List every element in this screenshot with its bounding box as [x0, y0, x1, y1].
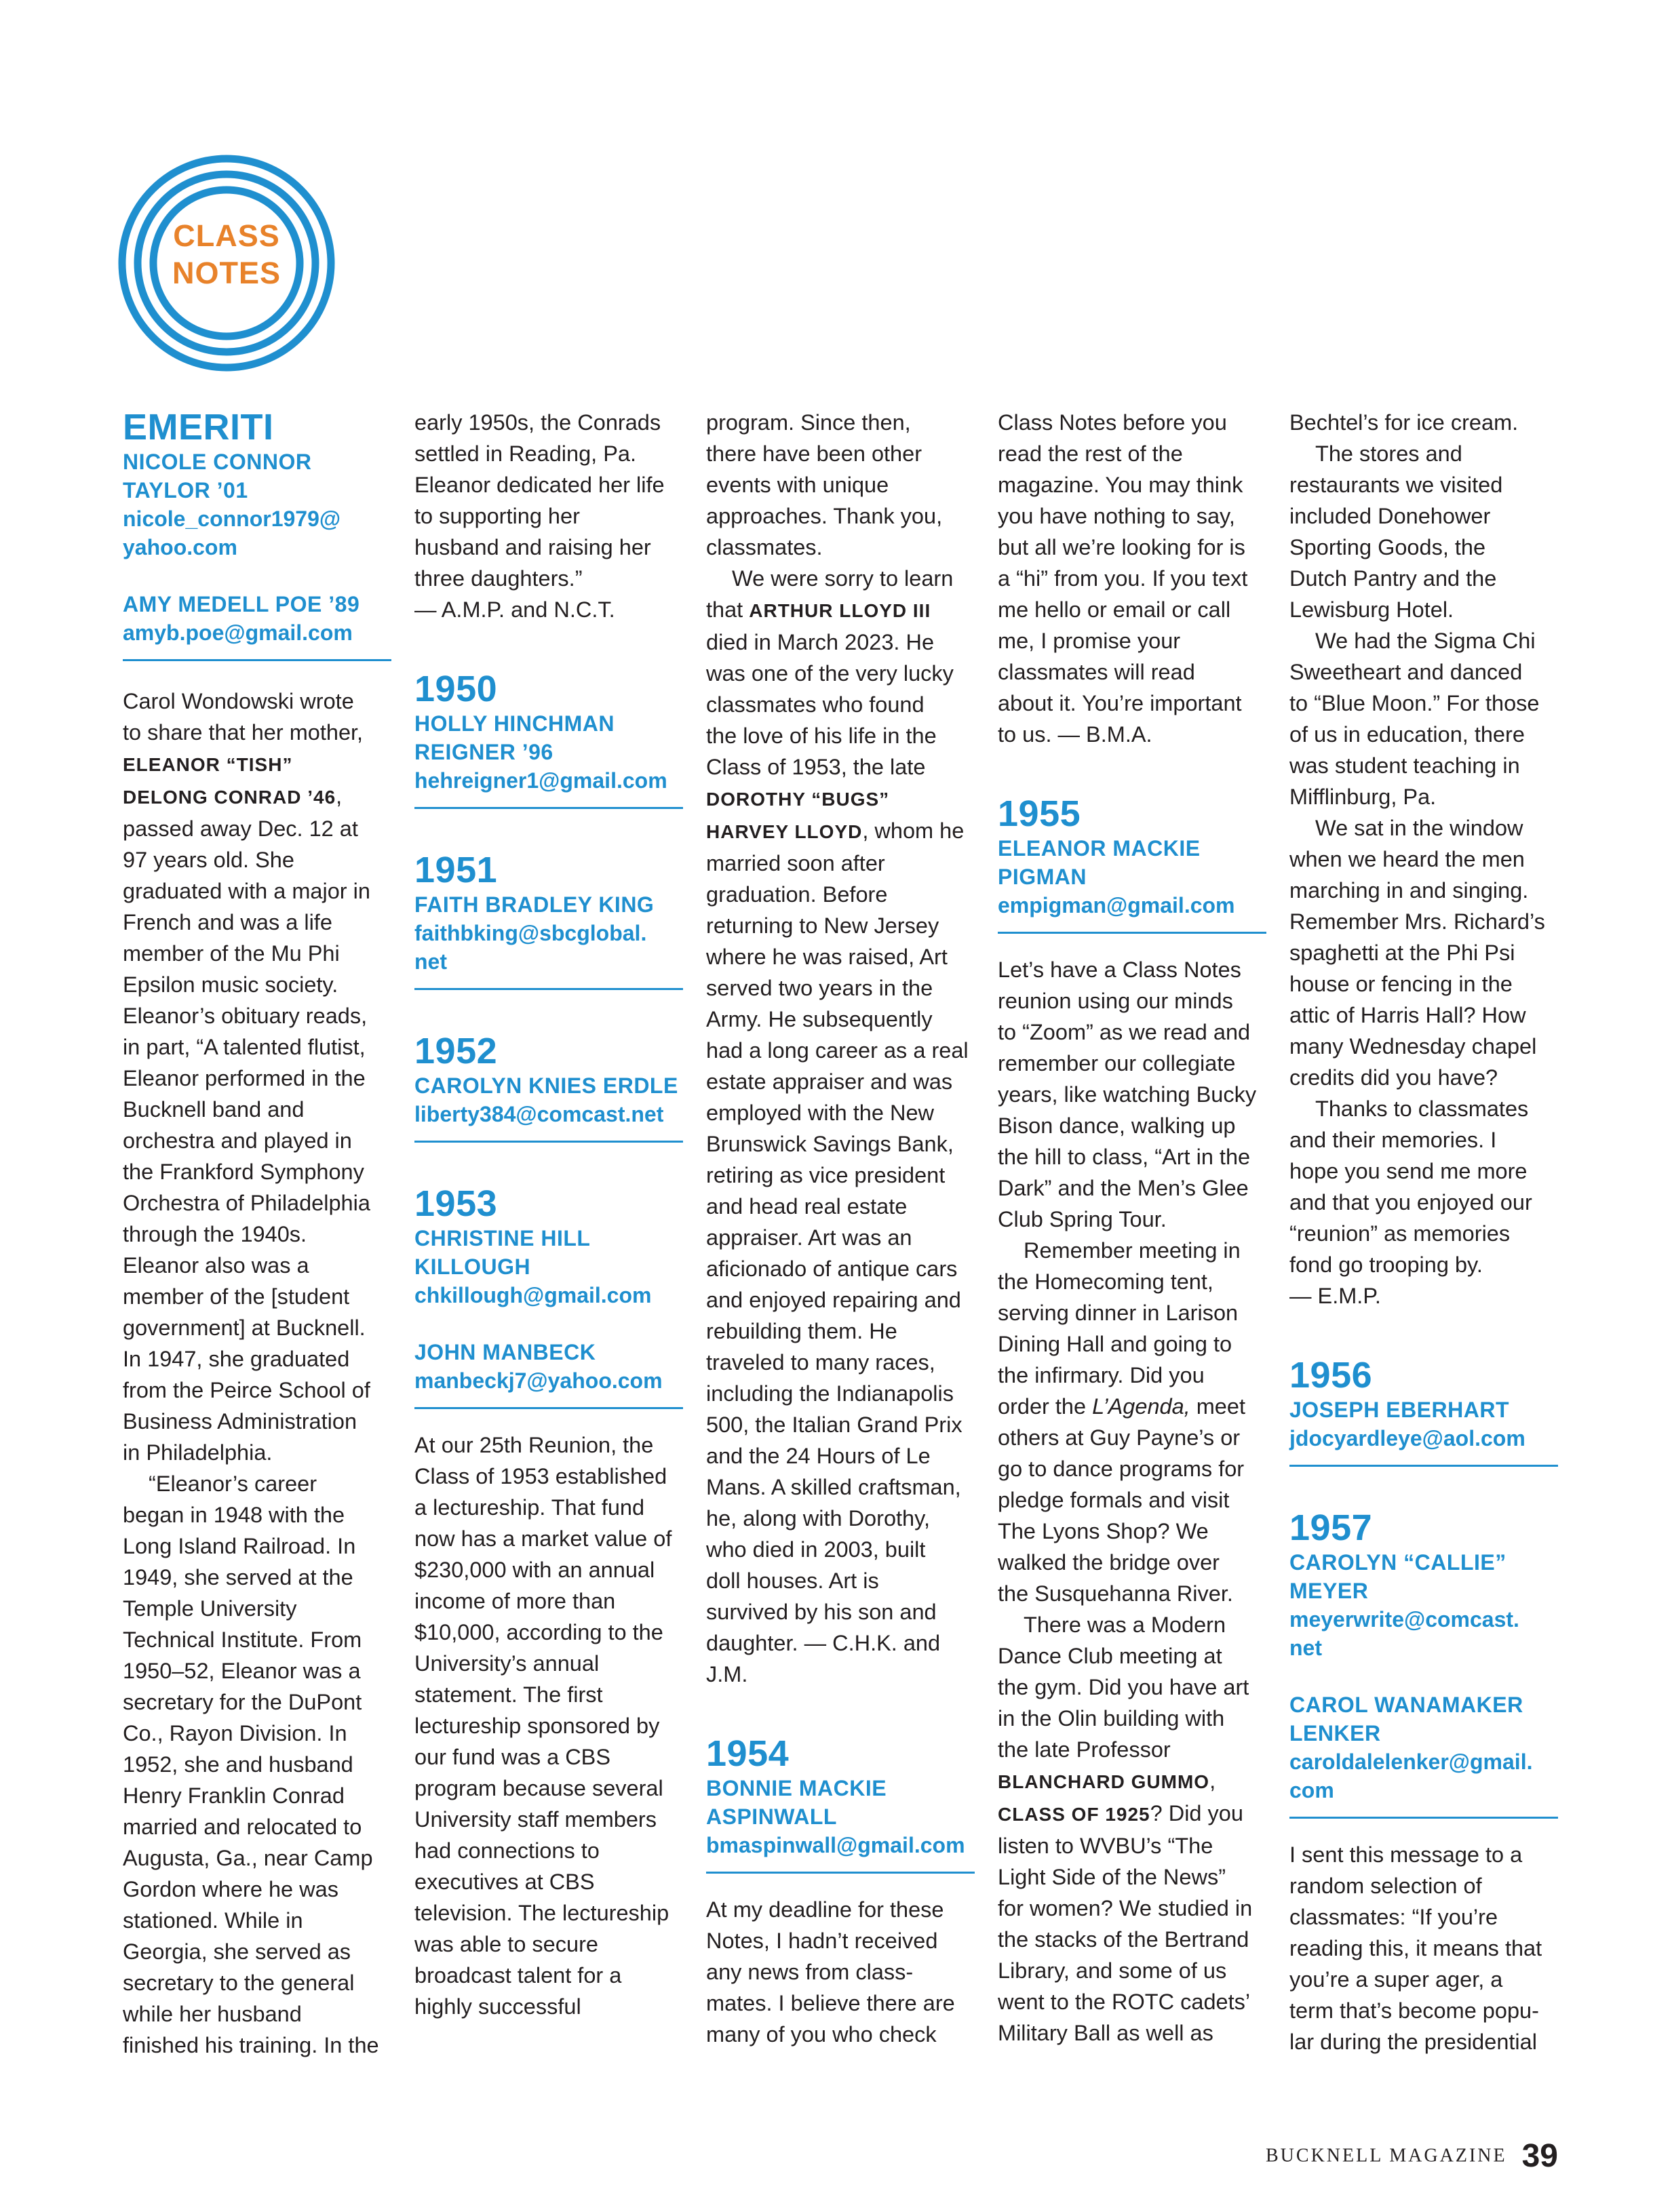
contact-name: BONNIE MACKIE [706, 1776, 887, 1800]
contact-name: TAYLOR ’01 [123, 478, 248, 502]
body-line: three daughters.” [414, 566, 583, 591]
contact-email[interactable]: faithbking@sbcglobal. [414, 921, 647, 945]
year-heading-1957: 1957 [1289, 1507, 1373, 1548]
contact-email[interactable]: meyerwrite@comcast. [1289, 1607, 1519, 1632]
contact-email[interactable]: liberty384@comcast.net [414, 1102, 664, 1126]
body-line: he, along with Dorothy, [706, 1506, 930, 1530]
body-line: government] at Bucknell. [123, 1316, 366, 1340]
body-line: began in 1948 with the [123, 1503, 345, 1527]
body-line: restaurants we visited [1289, 473, 1503, 497]
body-line: about it. You’re important [998, 691, 1242, 715]
body-line: rebuilding them. He [706, 1319, 897, 1343]
body-line: spaghetti at the Phi Psi [1289, 941, 1515, 965]
body-line: We were sorry to learn [732, 566, 954, 591]
body-line: “Eleanor’s career [149, 1472, 317, 1496]
body-line: our fund was a CBS [414, 1745, 611, 1769]
body-line: in part, “A talented flutist, [123, 1035, 366, 1059]
contact-email[interactable]: jdocyardleye@aol.com [1289, 1426, 1525, 1450]
body-line: broadcast talent for a [414, 1963, 622, 1988]
body-line: In 1947, she graduated [123, 1347, 350, 1371]
body-line: included Donehower [1289, 504, 1491, 528]
body-line: reunion using our minds [998, 989, 1233, 1013]
body-line: $230,000 with an annual [414, 1558, 655, 1582]
body-line: Military Ball as well as [998, 2021, 1213, 2045]
body-line: 97 years old. She [123, 848, 294, 872]
contact-name: PIGMAN [998, 865, 1087, 889]
body-line: statement. The first [414, 1682, 603, 1707]
body-line: Eleanor’s obituary reads, [123, 1004, 368, 1028]
body-line: daughter. — C.H.K. and [706, 1631, 941, 1655]
body-line [706, 783, 975, 815]
contact-email[interactable]: bmaspinwall@gmail.com [706, 1833, 965, 1857]
body-line: hope you send me more [1289, 1159, 1528, 1183]
body-line: I sent this message to a [1289, 1842, 1523, 1867]
body-line: random selection of [1289, 1874, 1482, 1898]
section-heading-emeriti: EMERITI [123, 407, 274, 448]
body-line: for women? We studied in [998, 1896, 1253, 1920]
body-line: We sat in the window [1315, 816, 1523, 840]
contact-email[interactable]: amyb.poe@gmail.com [123, 620, 353, 645]
person-name: ARTHUR LLOYD III [749, 600, 931, 621]
body-line: graduation. Before [706, 882, 888, 907]
body-line: died in March 2023. He [706, 630, 935, 654]
contact-name: AMY MEDELL POE ’89 [123, 592, 360, 616]
body-line: Remember Mrs. Richard’s [1289, 909, 1545, 934]
contact-name: ELEANOR MACKIE [998, 836, 1201, 861]
body-line: the Homecoming tent, [998, 1269, 1213, 1294]
body-line: the stacks of the Bertrand [998, 1927, 1249, 1952]
body-line: doll houses. Art is [706, 1568, 879, 1593]
contact-email[interactable]: com [1289, 1778, 1334, 1802]
body-line: listen to WVBU’s “The [998, 1834, 1213, 1858]
body-line: went to the ROTC cadets’ [998, 1990, 1251, 2014]
contact-email[interactable]: empigman@gmail.com [998, 893, 1235, 917]
body-line: Georgia, she served as [123, 1939, 351, 1964]
body-line: Light Side of the News” [998, 1865, 1226, 1889]
body-line: retiring as vice president [706, 1163, 946, 1187]
body-line: stationed. While in [123, 1908, 303, 1933]
body-line: the Susquehanna River. [998, 1581, 1233, 1606]
body-line: attic of Harris Hall? How [1289, 1003, 1526, 1027]
body-line: read the rest of the [998, 441, 1183, 466]
body-line: that ARTHUR LLOYD III [706, 597, 931, 622]
body-line: employed with the New [706, 1101, 934, 1125]
body-line: Thanks to classmates [1315, 1097, 1529, 1121]
body-line: classmates: “If you’re [1289, 1905, 1498, 1929]
body-line: term that’s become popu- [1289, 1998, 1539, 2023]
body-line: Orchestra of Philadelphia [123, 1191, 370, 1215]
body-line: Gordon where he was [123, 1877, 338, 1901]
year-heading-1955: 1955 [998, 793, 1081, 834]
body-line: the late Professor [998, 1737, 1171, 1762]
body-line: member of the [student [123, 1284, 350, 1309]
body-line: order the L’Agenda, meet [998, 1394, 1245, 1419]
logo-line-1: CLASS [173, 218, 280, 253]
body-line: CLASS OF 1925? Did you [998, 1801, 1243, 1825]
body-line: the infirmary. Did you [998, 1363, 1205, 1387]
contact-name: REIGNER ’96 [414, 740, 553, 764]
body-line: there have been other [706, 441, 922, 466]
body-line: Dance Club meeting at [998, 1644, 1222, 1668]
person-name: BLANCHARD GUMMO [998, 1771, 1210, 1792]
body-line: you’re a super ager, a [1289, 1967, 1503, 1992]
body-line: walked the bridge over [998, 1550, 1220, 1575]
body-line: the love of his life in the [706, 724, 937, 748]
body-line: reading this, it means that [1289, 1936, 1542, 1960]
body-line: but all we’re looking for is [998, 535, 1245, 559]
page-number: 39 [1521, 2138, 1558, 2174]
body-line: to us. — B.M.A. [998, 722, 1152, 747]
year-heading-1952: 1952 [414, 1031, 498, 1071]
body-line: Let’s have a Class Notes [998, 957, 1241, 982]
contact-email[interactable]: net [1289, 1636, 1322, 1660]
body-line: Sporting Goods, the [1289, 535, 1486, 559]
body-line: was one of the very lucky [706, 661, 954, 686]
body-line: magazine. You may think [998, 473, 1243, 497]
body-line: a lectureship. That fund [414, 1495, 645, 1520]
body-line: the gym. Did you have art [998, 1675, 1249, 1699]
body-line: to supporting her [414, 504, 580, 528]
body-line: 500, the Italian Grand Prix [706, 1413, 962, 1437]
body-line: Co., Rayon Division. In [123, 1721, 347, 1745]
body-line: through the 1940s. [123, 1222, 307, 1246]
body-line: Army. He subsequently [706, 1007, 933, 1031]
body-line: Temple University [123, 1596, 297, 1621]
body-line: to share that her mother, [123, 720, 364, 745]
body-line: remember our collegiate [998, 1051, 1236, 1075]
contact-name: CAROLYN KNIES ERDLE [414, 1073, 678, 1098]
body-line: events with unique [706, 473, 889, 497]
body-line: Bechtel’s for ice cream. [1289, 410, 1519, 435]
body-line: many of you who check [706, 2022, 937, 2047]
body-line: Mifflinburg, Pa. [1289, 785, 1437, 809]
body-line: and that you enjoyed our [1289, 1190, 1532, 1214]
contact-name: LENKER [1289, 1721, 1381, 1745]
body-line: of us in education, there [1289, 722, 1525, 747]
body-line: the hill to class, “Art in the [998, 1145, 1251, 1169]
body-line: Henry Franklin Conrad [123, 1783, 345, 1808]
body-line: Augusta, Ga., near Camp [123, 1846, 373, 1870]
body-line: many Wednesday chapel [1289, 1034, 1537, 1059]
column-1 [123, 407, 391, 2061]
body-line: me hello or email or call [998, 597, 1231, 622]
contact-email[interactable]: manbeckj7@yahoo.com [414, 1368, 663, 1393]
publication-title: L’Agenda, [1092, 1394, 1190, 1419]
body-line: was student teaching in [1289, 753, 1520, 778]
page-footer [1266, 2137, 1558, 2175]
body-line: pledge formals and visit [998, 1488, 1230, 1512]
body-line: approaches. Thank you, [706, 504, 943, 528]
body-line: We had the Sigma Chi [1315, 629, 1536, 653]
contact-name: CAROLYN “CALLIE” [1289, 1550, 1506, 1575]
body-line: Class Notes before you [998, 410, 1227, 435]
contact-email[interactable]: nicole_connor1979@ [123, 507, 341, 531]
contact-email[interactable]: hehreigner1@gmail.com [414, 768, 667, 793]
contact-name: JOSEPH EBERHART [1289, 1398, 1509, 1422]
body-line: J.M. [706, 1662, 748, 1686]
body-line: married soon after [706, 851, 885, 875]
body-line: secretary for the DuPont [123, 1690, 362, 1714]
body-line: estate appraiser and was [706, 1069, 953, 1094]
column-4 [998, 407, 1266, 2049]
body-line: serving dinner in Larison [998, 1301, 1239, 1325]
body-line: Business Administration [123, 1409, 357, 1434]
body-line: Technical Institute. From [123, 1627, 362, 1652]
body-line: Remember meeting in [1024, 1238, 1241, 1263]
body-line: BLANCHARD GUMMO, [998, 1769, 1216, 1793]
body-line: graduated with a major in [123, 879, 370, 903]
body-line: At my deadline for these [706, 1897, 944, 1922]
body-line: Eleanor performed in the [123, 1066, 366, 1090]
body-line: appraiser. Art was an [706, 1225, 912, 1250]
body-line: income of more than [414, 1589, 616, 1613]
year-heading-1951: 1951 [414, 850, 498, 890]
contact-email[interactable]: caroldalelenker@gmail. [1289, 1750, 1533, 1774]
body-line: Eleanor dedicated her life [414, 473, 665, 497]
contact-name: NICOLE CONNOR [123, 450, 312, 474]
body-line: television. The lectureship [414, 1901, 669, 1925]
body-line: including the Indianapolis [706, 1381, 954, 1406]
body-line: and the 24 Hours of Le [706, 1444, 931, 1468]
body-line: where he was raised, Art [706, 945, 948, 969]
body-line: highly successful [414, 1994, 581, 2019]
body-line: served two years in the [706, 976, 933, 1000]
body-line: lectureship sponsored by [414, 1714, 660, 1738]
body-line: Long Island Railroad. In [123, 1534, 356, 1558]
contact-name: CAROL WANAMAKER [1289, 1693, 1523, 1717]
body-line: Epsilon music society. [123, 972, 338, 997]
body-line: Carol Wondowski wrote [123, 689, 354, 713]
body-line: was able to secure [414, 1932, 598, 1956]
body-line: mates. I believe there are [706, 1991, 955, 2015]
contact-name: ASPINWALL [706, 1804, 837, 1829]
body-line: now has a market value of [414, 1526, 672, 1551]
contact-name: FAITH BRADLEY KING [414, 892, 655, 917]
person-name: DELONG CONRAD ’46 [123, 787, 336, 808]
contact-email[interactable]: chkillough@gmail.com [414, 1283, 652, 1307]
body-line: member of the Mu Phi [123, 941, 340, 966]
body-line: HARVEY LLOYD, whom he [706, 818, 965, 843]
body-line: French and was a life [123, 910, 332, 934]
body-line: classmates will read [998, 660, 1195, 684]
body-line: Lewisburg Hotel. [1289, 597, 1454, 622]
body-line: aficionado of antique cars [706, 1257, 958, 1281]
person-name: HARVEY LLOYD [706, 821, 863, 842]
body-line: orchestra and played in [123, 1128, 352, 1153]
body-line: classmates. [706, 535, 823, 559]
body-line: married and relocated to [123, 1815, 362, 1839]
body-line: Notes, I hadn’t received [706, 1929, 938, 1953]
contact-email[interactable]: net [414, 949, 447, 974]
body-line: others at Guy Payne’s or [998, 1425, 1241, 1450]
body-line: passed away Dec. 12 at [123, 816, 358, 841]
body-line: At our 25th Reunion, the [414, 1433, 654, 1457]
body-line: University’s annual [414, 1651, 600, 1676]
body-line: to “Blue Moon.” For those [1289, 691, 1540, 715]
magazine-name: BUCKNELL MAGAZINE [1266, 2145, 1507, 2167]
year-heading-1950: 1950 [414, 669, 498, 709]
contact-name: HOLLY HINCHMAN [414, 711, 615, 736]
body-line: fond go trooping by. [1289, 1252, 1483, 1277]
body-line: classmates who found [706, 692, 925, 717]
body-line: and their memories. I [1289, 1128, 1497, 1152]
body-line: Library, and some of us [998, 1958, 1227, 1983]
body-line: credits did you have? [1289, 1065, 1498, 1090]
body-line: Brunswick Savings Bank, [706, 1132, 954, 1156]
body-line: lar during the presidential [1289, 2030, 1537, 2054]
body-line: Dining Hall and going to [998, 1332, 1232, 1356]
body-line: a “hi” from you. If you text [998, 566, 1248, 591]
body-line: 1950–52, Eleanor was a [123, 1659, 361, 1683]
body-line: — A.M.P. and N.C.T. [414, 597, 615, 622]
contact-name: MEYER [1289, 1579, 1369, 1603]
body-line: — E.M.P. [1289, 1284, 1381, 1308]
body-line: University staff members [414, 1807, 657, 1832]
body-line: settled in Reading, Pa. [414, 441, 637, 466]
column-5 [1289, 407, 1558, 2057]
body-line: traveled to many races, [706, 1350, 935, 1375]
body-line: house or fencing in the [1289, 972, 1513, 996]
body-line: returning to New Jersey [706, 913, 939, 938]
body-line: program. Since then, [706, 410, 911, 435]
body-line: Bucknell band and [123, 1097, 305, 1122]
logo-text [118, 217, 335, 292]
body-line: $10,000, according to the [414, 1620, 663, 1644]
body-line: Class of 1953, the late [706, 755, 926, 779]
body-line: DELONG CONRAD ’46, [123, 784, 343, 808]
body-line: years, like watching Bucky [998, 1082, 1257, 1107]
body-line: in Philadelphia. [123, 1440, 273, 1465]
body-line: while her husband [123, 2002, 302, 2026]
contact-name: CHRISTINE HILL [414, 1226, 591, 1250]
person-name: ELEANOR “TISH” [123, 754, 293, 775]
body-line: The Lyons Shop? We [998, 1519, 1209, 1543]
body-line: Dutch Pantry and the [1289, 566, 1497, 591]
body-line: The stores and [1315, 441, 1462, 466]
body-line: There was a Modern [1024, 1613, 1226, 1637]
body-line: 1952, she and husband [123, 1752, 353, 1777]
logo-line-2: NOTES [172, 256, 281, 290]
body-line: Eleanor also was a [123, 1253, 309, 1278]
body-line: Club Spring Tour. [998, 1207, 1167, 1231]
body-line: in the Olin building with [998, 1706, 1225, 1731]
body-line [123, 748, 391, 781]
contact-name: KILLOUGH [414, 1255, 531, 1279]
body-line: Bison dance, walking up [998, 1113, 1236, 1138]
body-line: any news from class- [706, 1960, 914, 1984]
body-line: executives at CBS [414, 1870, 595, 1894]
body-line: go to dance programs for [998, 1457, 1245, 1481]
year-heading-1953: 1953 [414, 1183, 498, 1224]
person-name: DOROTHY “BUGS” [706, 789, 890, 810]
year-heading-1954: 1954 [706, 1733, 790, 1774]
body-line: and enjoyed repairing and [706, 1288, 961, 1312]
body-line: husband and raising her [414, 535, 651, 559]
body-line: the Frankford Symphony [123, 1160, 364, 1184]
body-line: secretary to the general [123, 1971, 355, 1995]
body-line: “reunion” as memories [1289, 1221, 1511, 1246]
body-line: who died in 2003, built [706, 1537, 926, 1562]
body-line: and head real estate [706, 1194, 908, 1219]
body-line: from the Peirce School of [123, 1378, 370, 1402]
body-line: Mans. A skilled craftsman, [706, 1475, 961, 1499]
contact-name: JOHN MANBECK [414, 1340, 596, 1364]
body-line: Sweetheart and danced [1289, 660, 1523, 684]
year-heading-1956: 1956 [1289, 1355, 1373, 1396]
body-line: program because several [414, 1776, 663, 1800]
body-line: had connections to [414, 1838, 600, 1863]
body-line: Dark” and the Men’s Glee [998, 1176, 1249, 1200]
body-line: 1949, she served at the [123, 1565, 353, 1589]
contact-email[interactable]: yahoo.com [123, 535, 237, 559]
body-line: had a long career as a real [706, 1038, 969, 1063]
body-line: Class of 1953 established [414, 1464, 667, 1488]
body-line: early 1950s, the Conrads [414, 410, 661, 435]
body-line: finished his training. In the [123, 2033, 379, 2057]
class-year: CLASS OF 1925 [998, 1804, 1150, 1825]
body-line: me, I promise your [998, 629, 1181, 653]
column-3 [706, 407, 975, 2050]
body-line: survived by his son and [706, 1600, 937, 1624]
body-line: marching in and singing. [1289, 878, 1529, 903]
body-line: to “Zoom” as we read and [998, 1020, 1251, 1044]
body-line: you have nothing to say, [998, 504, 1235, 528]
body-line: when we heard the men [1289, 847, 1525, 871]
column-2 [414, 407, 683, 2022]
